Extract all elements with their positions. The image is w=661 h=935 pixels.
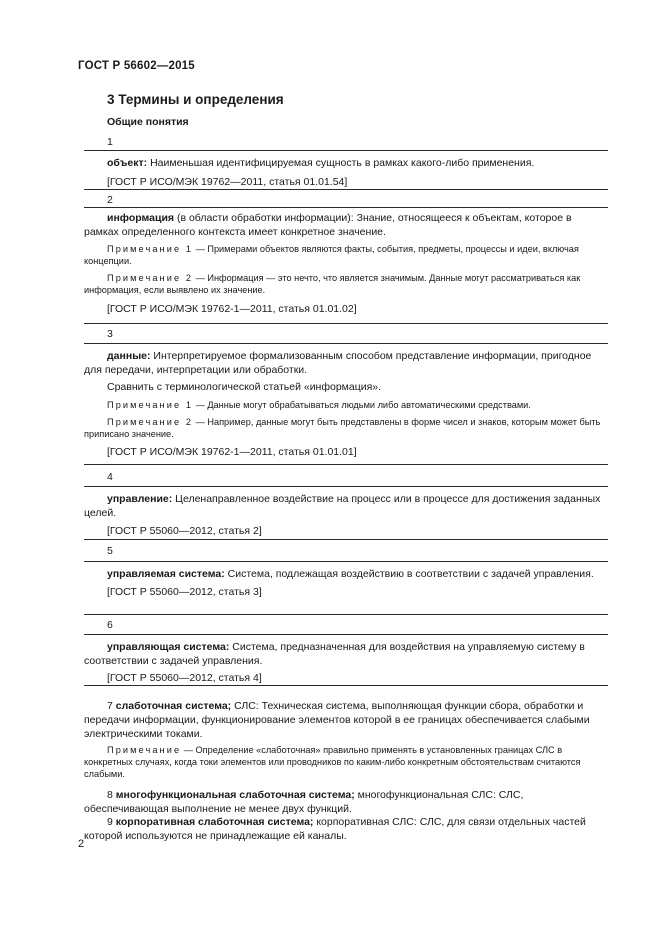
source-reference: [ГОСТ Р ИСО/МЭК 19762-1—2011, статья 01.01.01]	[107, 446, 357, 458]
entry-number: 3	[107, 328, 113, 340]
entry-number: 2	[107, 194, 113, 206]
definition: управление: Целенаправленное воздействие на процесс или в процессе для достижения заданных целей.	[84, 493, 601, 519]
subsection-title: Общие понятия	[107, 116, 189, 128]
note: Примечание 1 — Данные могут обрабатываться людьми либо автоматическими средствами.	[107, 400, 531, 410]
term: управляемая система:	[107, 568, 225, 580]
definition: информация (в области обработки информации): Знание, относящееся к объектам, которое в рамках определенного контекста имеет конкретное значение.	[84, 212, 572, 238]
definition: данные: Интерпретируемое формализованным способом представление информации, пригодное для передачи, интерпретации или обработки.	[84, 350, 592, 376]
term-entry	[84, 634, 608, 686]
document-header: ГОСТ Р 56602—2015	[78, 60, 195, 72]
entry-number: 5	[107, 545, 113, 557]
section-title: 3 Термины и определения	[107, 92, 284, 107]
note: Примечание 2 — Информация — это нечто, что является значимым. Данные могут рассматриваться как информация, если выявлено их значение.	[84, 273, 581, 295]
term-entry	[84, 150, 608, 190]
term-entry	[84, 561, 608, 615]
source-reference: [ГОСТ Р ИСО/МЭК 19762—2011, статья 01.01.54]	[107, 176, 348, 188]
term: корпоративная слаботочная система;	[115, 816, 314, 828]
term: слаботочная система;	[115, 700, 232, 712]
definition: управляемая система: Система, подлежащая воздействию в соответствии с задачей управления.	[107, 568, 594, 580]
source-reference: [ГОСТ Р ИСО/МЭК 19762-1—2011, статья 01.01.02]	[107, 303, 357, 315]
note: Примечание 1 — Примерами объектов являются факты, события, предметы, процессы и идеи, включая концепции.	[84, 244, 579, 266]
term-entry	[84, 207, 608, 324]
term-paragraph: 9 корпоративная слаботочная система; корпоративная СЛС: СЛС, для связи отдельных частей которой используются не принадлежащие ей каналы.	[84, 816, 586, 842]
term-entry	[84, 343, 608, 465]
term: информация	[107, 212, 175, 224]
term: управляющая система:	[107, 641, 230, 653]
note: Примечание — Определение «слаботочная» правильно применять в установленных границах СЛС в конкретных случаях, когда токи элементов или проводников по каким-либо конкретным обстоятельствам считаются слабыми.	[84, 745, 581, 779]
term: объект:	[107, 157, 148, 169]
source-reference: [ГОСТ Р 55060—2012, статья 4]	[107, 672, 262, 684]
entry-number: 6	[107, 619, 113, 631]
page-number: 2	[78, 838, 85, 850]
term-entry	[84, 486, 608, 540]
term-paragraph: 7 слаботочная система; СЛС: Техническая система, выполняющая функции сбора, обработки и передачи информации, функционирование элементов которой в ее границах обеспечивается слабыми электрическими токами.	[84, 700, 590, 740]
entry-number: 4	[107, 471, 113, 483]
source-reference: [ГОСТ Р 55060—2012, статья 2]	[107, 525, 262, 537]
entry-number: 1	[107, 136, 113, 148]
term-paragraph: 8 многофункциональная слаботочная система; многофункциональная СЛС: СЛС, обеспечивающая выполнение не менее двух функций.	[84, 789, 524, 815]
definition: управляющая система: Система, предназначенная для воздействия на управляемую систему в соответствии с задачей управления.	[84, 641, 585, 667]
source-reference: [ГОСТ Р 55060—2012, статья 3]	[107, 586, 262, 598]
definition: объект: Наименьшая идентифицируемая сущность в рамках какого-либо применения.	[107, 157, 535, 169]
term: данные:	[107, 350, 151, 362]
term: управление:	[107, 493, 173, 505]
term: многофункциональная слаботочная система;	[115, 789, 355, 801]
see-also: Сравнить с терминологической статьей «информация».	[107, 381, 382, 393]
note: Примечание 2 — Например, данные могут быть представлены в форме чисел и знаков, которым может быть приписано значение.	[84, 417, 601, 439]
